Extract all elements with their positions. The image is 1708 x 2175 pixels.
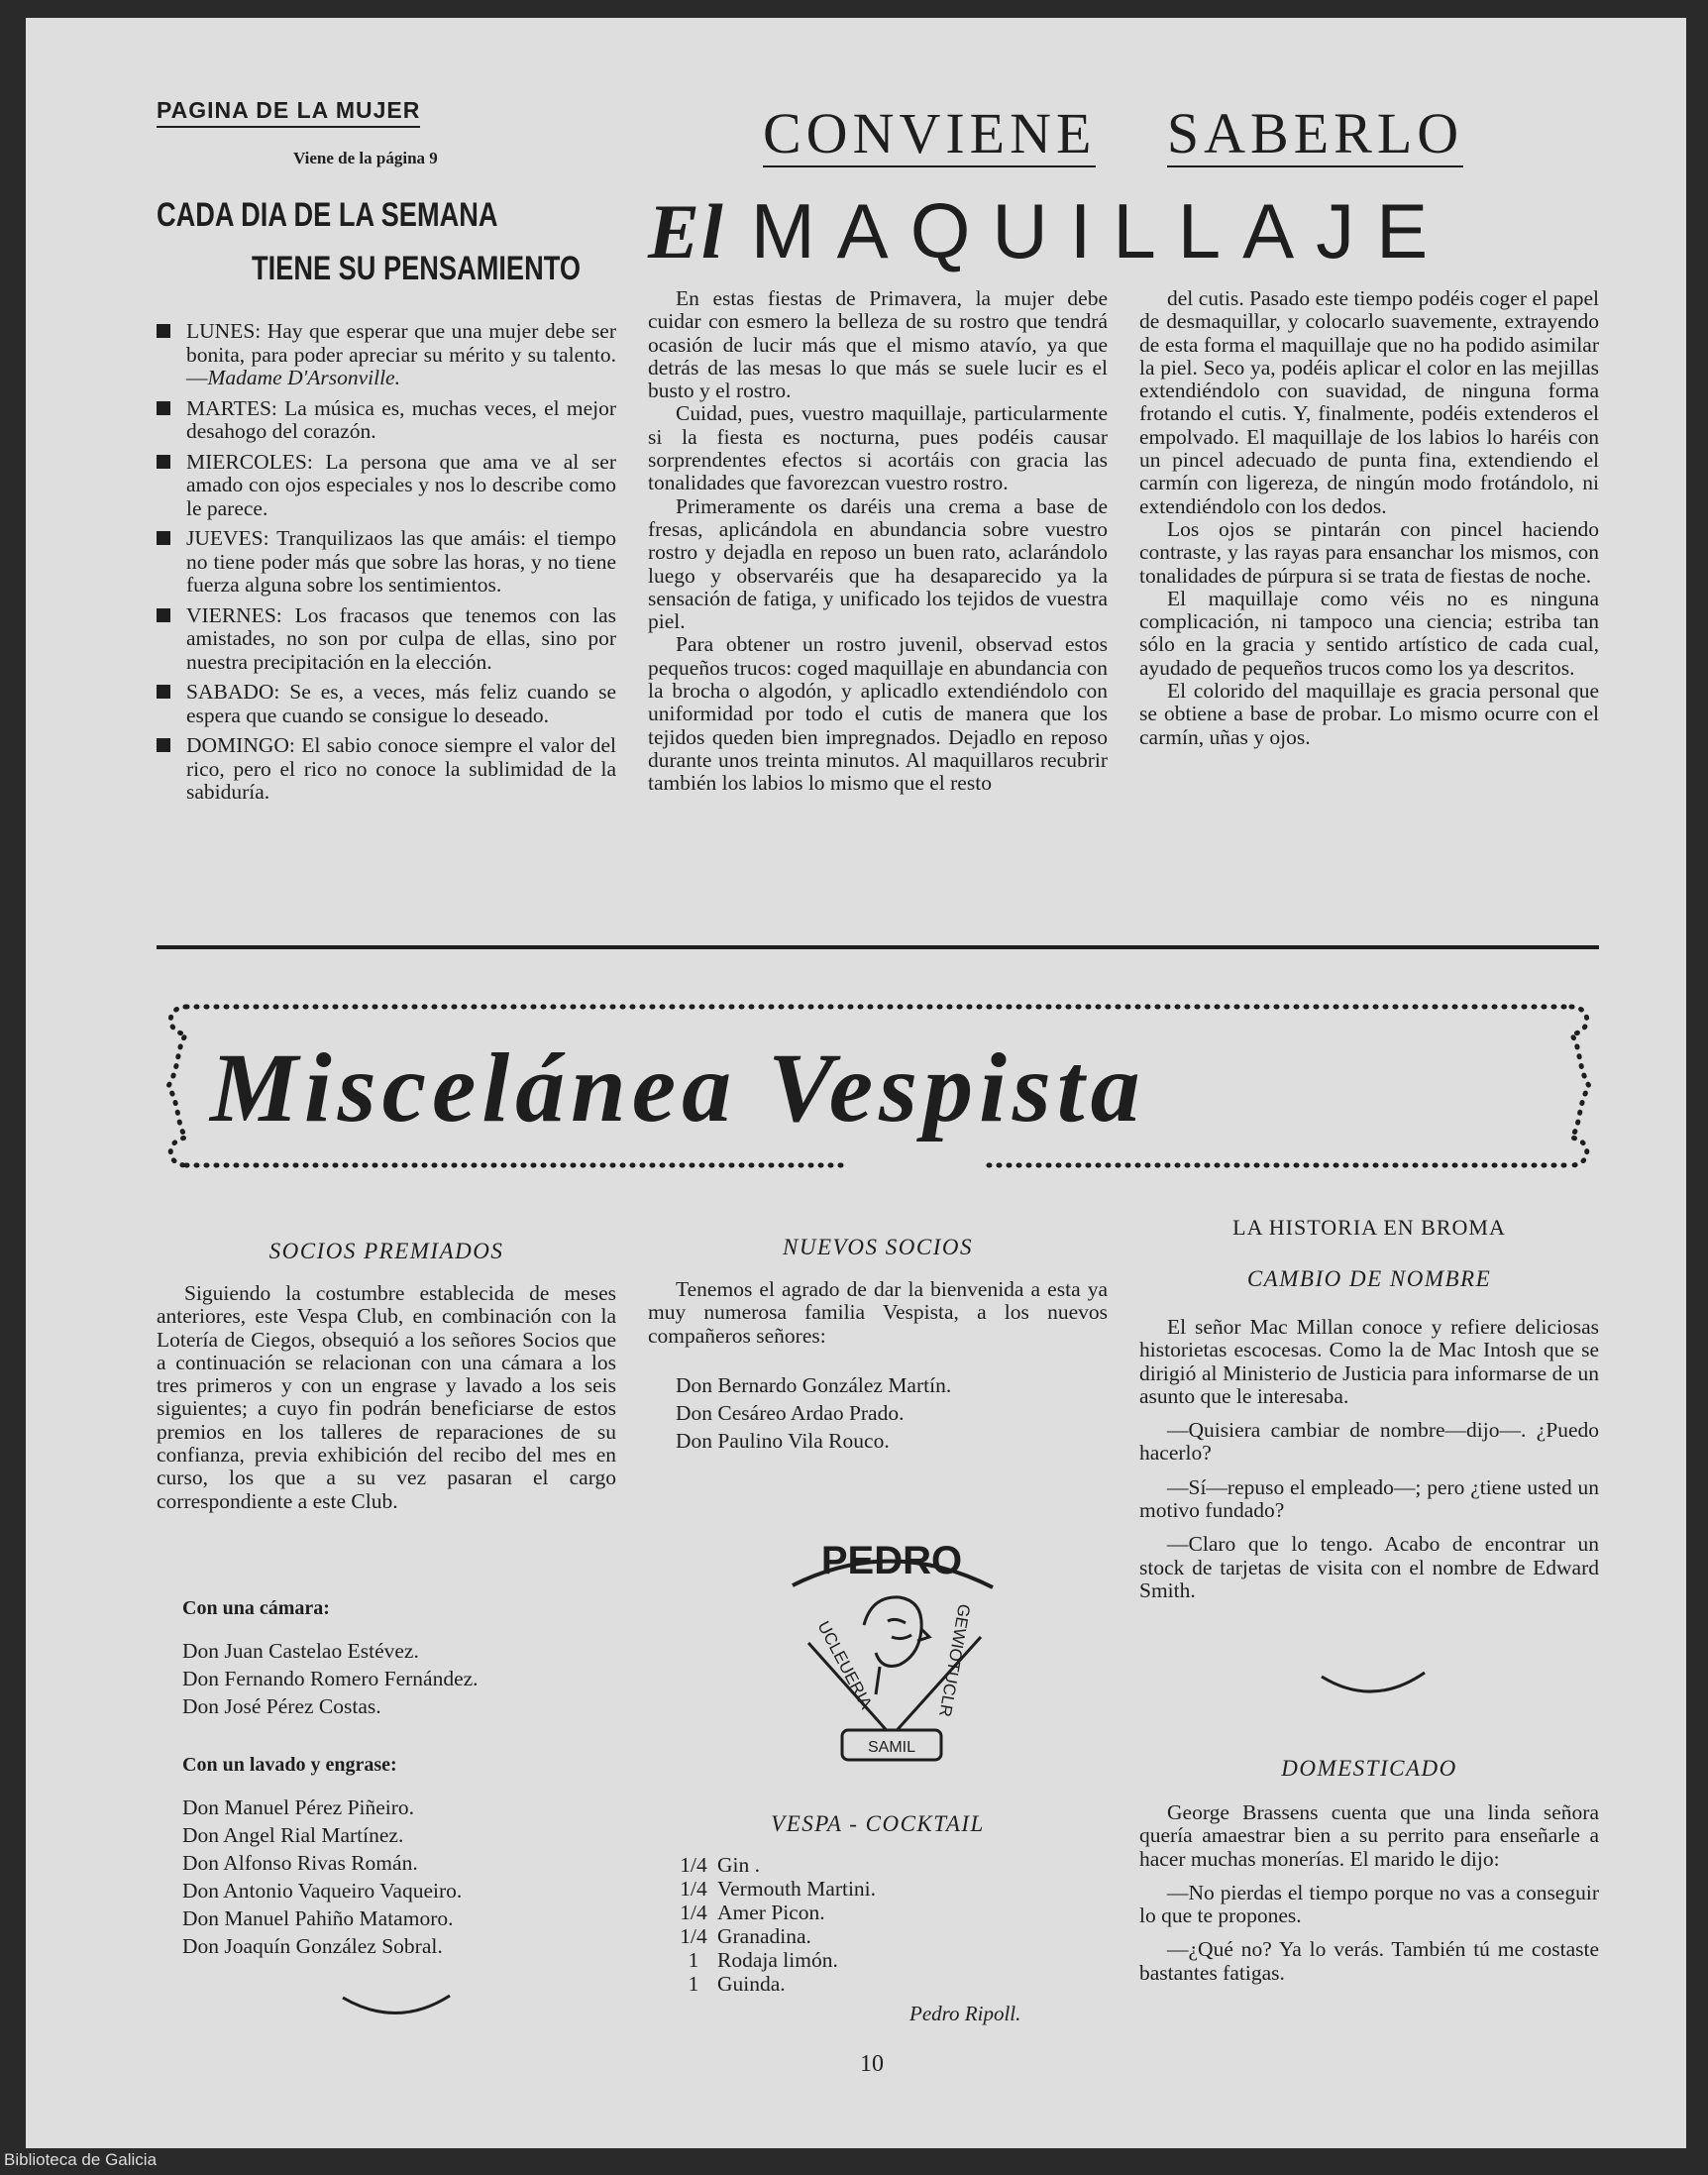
maquillaje-title	[648, 187, 1450, 274]
cocktail-ingredient	[676, 1924, 876, 1948]
cocktail-ingredient	[676, 1972, 876, 1996]
continued-note: Viene de la página 9	[293, 149, 438, 167]
camara-winner: Don Juan Castelao Estévez.	[182, 1639, 419, 1663]
ingredient-qty: 1/4	[680, 1901, 707, 1924]
ingredient-name: Guinda.	[717, 1972, 786, 1996]
maquillaje-paragraph: El maquillaje como véis no es ninguna complicación, ni tampoco una ciencia; estriba tan sólo en la gracia y sentido artístico de cada cual, ayudado de pequeños trucos como los ya descritos.	[1139, 586, 1599, 680]
story-paragraph: —Sí—repuso el empleado—; pero ¿tiene usted un motivo fundado?	[1139, 1474, 1599, 1523]
socios-premiados-body	[157, 1282, 616, 1513]
story-paragraph: —No pierdas el tiempo porque no vas a conseguir lo que te propones.	[1139, 1880, 1599, 1928]
ingredient-name: Amer Picon.	[717, 1901, 825, 1924]
nuevos-socios-body	[648, 1278, 1108, 1348]
historia-heading: LA HISTORIA EN BROMA	[1232, 1215, 1506, 1240]
logo-right-arc-text: GEWIOTUCLR	[935, 1602, 974, 1719]
title-maquillaje: MAQUILLAJE	[750, 187, 1450, 274]
maquillaje-paragraph: Los ojos se pintarán con pincel haciendo contraste, y las rayas para ensanchar los mismos, con tonalidades de púrpura si se trata de fiestas de noche.	[1139, 516, 1599, 588]
nuevos-socios-intro: Tenemos el agrado de dar la bienvenida a esta ya muy numerosa familia Vespista, a los nuevos compañeros señores:	[648, 1277, 1108, 1348]
new-member: Don Bernardo González Martín.	[676, 1373, 952, 1397]
lavado-winner: Don Antonio Vaqueiro Vaqueiro.	[182, 1879, 463, 1903]
section-label: PAGINA DE LA MUJER	[157, 97, 420, 128]
caricature-face-icon	[864, 1597, 929, 1694]
cocktail-ingredient	[676, 1853, 876, 1877]
ingredient-qty: 1	[688, 1948, 699, 1972]
weekday-text: JUEVES: Tranquilizaos las que amáis: el tiempo no tiene poder más que sobre las horas, y no tiene fuerza alguna sobre los sentimientos.	[186, 526, 616, 597]
ingredient-name: Granadina.	[717, 1924, 811, 1948]
cocktail-ingredient	[676, 1948, 876, 1972]
kicker-word-1: CONVIENE	[763, 101, 1097, 165]
weekday-item	[157, 320, 616, 390]
ingredient-name: Vermouth Martini.	[717, 1877, 877, 1901]
title-el: El	[648, 188, 725, 274]
story2-title: DOMESTICADO	[1281, 1756, 1457, 1781]
ingredient-qty: 1/4	[680, 1924, 707, 1948]
new-member: Don Cesáreo Ardao Prado.	[676, 1401, 905, 1425]
square-bullet-icon	[157, 401, 170, 415]
lavado-winner: Don Manuel Pahiño Matamoro.	[182, 1906, 454, 1930]
socios-premiados-intro: Siguiendo la costumbre establecida de meses anteriores, este Vespa Club, en combinación con la Lotería de Ciegos, obsequió a los señores Socios que a continuación se relacionan con una cámara a los tres primeros y con un engrase y lavado a los seis siguientes; a cuyo fin podrán beneficiarse de estos premios en los talleres de reparaciones de su confianza, previa exhibición del recibo del mes en curso, los que a su vez pasaran el cargo correspondiente a este Club.	[157, 1281, 616, 1513]
dias-title-line2: TIENE SU PENSAMIENTO	[252, 250, 581, 287]
kicker-word-2: SABERLO	[1166, 101, 1464, 165]
lavado-label: Con un lavado y engrase:	[182, 1754, 397, 1776]
weekday-text: VIERNES: Los fracasos que tenemos con las amistades, no son por culpa de ellas, sino por nuestra precipitación en la elección.	[186, 602, 616, 674]
weekday-item	[157, 734, 616, 805]
lavado-winner: Don Alfonso Rivas Román.	[182, 1851, 418, 1875]
maquillaje-paragraph: Para obtener un rostro juvenil, observad estos pequeños trucos: coged maquillaje en abundancia con la brocha o algodón, y aplicadlo extendiéndolo con uniformidad por todo el cutis de manera que los tejidos queden bien impregnados. Dejadlo en reposo durante unos treinta minutos. Al maquillaros recubrir también los labios lo mismo que el resto	[648, 632, 1108, 796]
magazine-page	[26, 18, 1686, 2148]
ornament-swash	[333, 1988, 462, 2027]
miscelanea-title: Miscelánea Vespista	[210, 1033, 1146, 1142]
maquillaje-column-2	[1139, 287, 1599, 749]
lavado-winner: Don Joaquín González Sobral.	[182, 1934, 443, 1958]
weekday-thoughts-list	[157, 320, 616, 812]
new-member: Don Paulino Vila Rouco.	[676, 1429, 890, 1453]
cocktail-ingredient	[676, 1901, 876, 1924]
pedro-logo	[773, 1526, 1011, 1774]
lavado-winner: Don Manuel Pérez Piñeiro.	[182, 1795, 415, 1819]
maquillaje-paragraph: El colorido del maquillaje es gracia personal que se obtiene a base de probar. Lo mismo ocurre con el carmín, uñas y ojos.	[1139, 679, 1599, 749]
cocktail-ingredients	[676, 1853, 876, 1996]
story1-body	[1139, 1316, 1599, 1613]
weekday-item	[157, 451, 616, 521]
camara-winners-list	[182, 1637, 479, 1720]
square-bullet-icon	[157, 455, 170, 469]
maquillaje-paragraph: En estas fiestas de Primavera, la mujer debe cuidar con esmero la belleza de su rostro que tendrá ocasión de lucir más que el mismo atavío, ya que detrás de las mesas lo que más se suele lucir es el busto y el rostro.	[648, 286, 1108, 403]
story2-body	[1139, 1801, 1599, 1996]
cocktail-heading: VESPA - COCKTAIL	[771, 1811, 985, 1836]
weekday-item	[157, 604, 616, 675]
square-bullet-icon	[157, 324, 170, 338]
cocktail-ingredient	[676, 1877, 876, 1901]
weekday-item	[157, 527, 616, 598]
weekday-author: Madame D'Arsonville.	[207, 366, 400, 389]
ingredient-qty: 1/4	[680, 1877, 707, 1901]
ingredient-name: Rodaja limón.	[717, 1948, 838, 1972]
maquillaje-column-1	[648, 287, 1108, 796]
nuevos-socios-heading: NUEVOS SOCIOS	[783, 1235, 973, 1259]
story-paragraph: —Claro que lo tengo. Acabo de encontrar un stock de tarjetas de visita con el nombre de Edward Smith.	[1139, 1532, 1599, 1602]
socios-premiados-heading: SOCIOS PREMIADOS	[268, 1239, 504, 1263]
weekday-item	[157, 681, 616, 727]
lavado-winners-list	[182, 1794, 462, 1960]
maquillaje-paragraph: Cuidad, pues, vuestro maquillaje, particularmente si la fiesta es nocturna, pues podéis causar sorprendentes efectos si acortáis con gracia las tonalidades que favorezcan vuestro rostro.	[648, 401, 1108, 495]
weekday-text: SABADO: Se es, a veces, más feliz cuando se espera que cuando se consigue lo deseado.	[186, 680, 616, 727]
maquillaje-paragraph: Primeramente os daréis una crema a base de fresas, aplicándola en abundancia sobre vuestro rostro y dejadla en reposo un buen rato, aclarándolo luego y observaréis que ha desaparecido ya la sensación de fatiga, y unificado los tejidos de vuestra piel.	[648, 493, 1108, 634]
weekday-text: LUNES: Hay que esperar que una mujer debe ser bonita, para poder apreciar su mérito y su talento.—	[186, 319, 616, 389]
weekday-text: MIERCOLES: La persona que ama ve al ser amado con ojos especiales y nos lo describe como le parece.	[186, 449, 616, 520]
logo-banner-text: SAMIL	[867, 1739, 916, 1756]
weekday-item	[157, 397, 616, 444]
ingredient-name: Gin .	[717, 1853, 760, 1877]
archive-credit: Biblioteca de Galicia	[4, 2150, 158, 2169]
camara-label: Con una cámara:	[182, 1597, 330, 1619]
conviene-kicker	[763, 101, 1464, 165]
square-bullet-icon	[157, 685, 170, 699]
camara-winner: Don Fernando Romero Fernández.	[182, 1667, 479, 1690]
square-bullet-icon	[157, 608, 170, 622]
maquillaje-paragraph: del cutis. Pasado este tiempo podéis coger el papel de desmaquillar, y colocarlo suavemente, extrayendo de esta forma el maquillaje que no ha podido asimilar la piel. Seco ya, podéis aplicar el color en las mejillas extendiéndolo con suavidad, de ninguna forma frotando el cutis. Y, finalmente, podéis extenderos el empolvado. El maquillaje de los labios lo haréis con un pincel adecuado de punta fina, extendiendo el carmín con ligereza, de ningún modo frotándolo, ni extendiéndolo con los dedos.	[1139, 286, 1599, 518]
story-paragraph: George Brassens cuenta que una linda señora quería amaestrar bien a su perrito para enseñarle a hacer muchas monerías. El marido le dijo:	[1139, 1800, 1599, 1871]
story1-title: CAMBIO DE NOMBRE	[1246, 1266, 1492, 1291]
cocktail-author: Pedro Ripoll.	[909, 2002, 1021, 2025]
lavado-winner: Don Angel Rial Martínez.	[182, 1823, 404, 1847]
square-bullet-icon	[157, 738, 170, 752]
logo-left-arc-text: UCLEUERIA	[813, 1617, 876, 1712]
story-paragraph: —¿Qué no? Ya lo verás. También tú me costaste bastantes fatigas.	[1139, 1937, 1599, 1985]
ingredient-qty: 1	[688, 1972, 699, 1996]
story-paragraph: El señor Mac Millan conoce y refiere deliciosas historietas escocesas. Como la de Mac Intosh que se dirigió al Ministerio de Justicia para informarse de un asunto que le interesaba.	[1139, 1315, 1599, 1408]
logo-name-text: PEDRO	[820, 1539, 963, 1582]
weekday-text: DOMINGO: El sabio conoce siempre el valor del rico, pero el rico no conoce la sublimidad de la sabiduría.	[186, 733, 616, 804]
nuevos-socios-list	[676, 1371, 951, 1455]
section-divider	[157, 945, 1599, 949]
camara-winner: Don José Pérez Costas.	[182, 1694, 381, 1718]
page-number: 10	[860, 2051, 884, 2077]
ornament-swash-2	[1314, 1667, 1433, 1706]
dias-title-line1: CADA DIA DE LA SEMANA	[157, 196, 498, 234]
story-paragraph: —Quisiera cambiar de nombre—dijo—. ¿Puedo hacerlo?	[1139, 1418, 1599, 1466]
weekday-text: MARTES: La música es, muchas veces, el mejor desahogo del corazón.	[186, 395, 616, 443]
ingredient-qty: 1/4	[680, 1853, 707, 1877]
square-bullet-icon	[157, 531, 170, 545]
